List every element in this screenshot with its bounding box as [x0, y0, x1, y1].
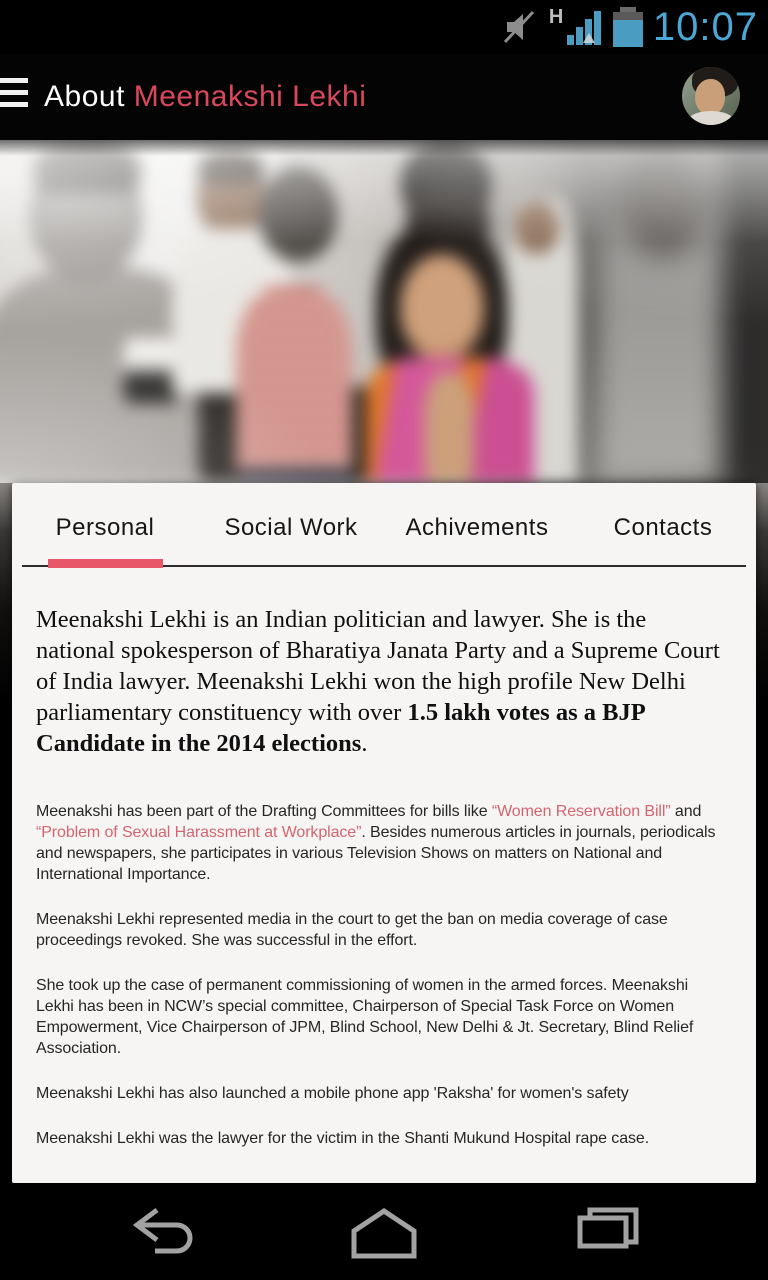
hero-tall-whiteshirt-head	[514, 200, 560, 254]
page-title	[44, 80, 366, 114]
about-content	[12, 604, 756, 1149]
intro-text: Meenakshi Lekhi is an Indian politician and lawyer. She is the national spokesperson of Bharatiya Janata Party and a Supreme Court of India lawyer. Meenakshi Lekhi won the high profile New Delhi parliamentary constituency with over	[36, 606, 720, 726]
mute-icon	[501, 8, 539, 46]
status-clock: 10:07	[652, 5, 758, 49]
paragraph-raksha-app: Meenakshi Lekhi has also launched a mobile phone app 'Raksha' for women's safety	[36, 1085, 629, 1102]
hero-whiteshirt-man-shirt	[172, 228, 290, 393]
paragraph-media-ban: Meenakshi Lekhi represented media in the court to get the ban on media coverage of case proceedings revoked. She was successful in the effort.	[36, 911, 668, 949]
battery-icon	[613, 7, 643, 47]
hero-camera	[198, 386, 373, 483]
hero-turban-man-head	[400, 140, 492, 228]
paragraph-armed-forces: She took up the case of permanent commissioning of women in the armed forces. Meenakshi Lekhi has been in NCW’s special committee, Chairperson of Special Task Force on Women Empowerment, Vice Chairperson of JPM, Blind School, New Delhi & Jt. Secretary, Blind Relief Association.	[36, 977, 694, 1057]
hero-photographer-body-stripes	[0, 268, 215, 483]
upload-arrow-icon	[583, 33, 595, 43]
app-bar	[0, 54, 768, 140]
hero-blurred-head	[618, 146, 710, 258]
hero-figures-layer	[0, 140, 768, 483]
back-icon	[127, 1204, 193, 1260]
hero-right-wall	[580, 140, 768, 483]
status-bar	[0, 0, 768, 54]
home-icon	[346, 1204, 422, 1260]
page-title-name: Meenakshi Lekhi	[133, 80, 367, 113]
hero-photographer-hair	[34, 140, 140, 192]
hero-woman-hands	[424, 372, 474, 483]
hero-turban-man-beard	[406, 192, 490, 262]
recents-icon	[574, 1204, 642, 1260]
hero-background-layer	[0, 140, 768, 483]
hero-photographer-body	[0, 268, 215, 483]
hero-photo	[0, 140, 768, 483]
hero-whiteshirt-man-hair	[198, 150, 264, 184]
content-card	[12, 483, 756, 1183]
p2-text-b: and	[670, 803, 702, 820]
hero-tall-whiteshirt-man	[505, 198, 577, 483]
back-button[interactable]	[100, 1183, 220, 1280]
hero-woman-sari	[366, 358, 534, 483]
hero-woman-face	[400, 254, 484, 362]
hero-pillar-2	[215, 140, 277, 300]
tab-bar	[12, 483, 756, 567]
recents-button[interactable]	[548, 1183, 668, 1280]
link-women-reservation-bill[interactable]: “Women Reservation Bill”	[491, 803, 671, 820]
android-nav-bar	[0, 1183, 768, 1280]
signal-icon	[549, 7, 603, 47]
p2-text-a: Meenakshi has been part of the Drafting Committees for bills like	[36, 803, 492, 820]
active-tab-underline	[48, 559, 163, 568]
hero-darkhair-man-head	[258, 166, 338, 262]
hero-turban-man-shirt	[382, 236, 490, 346]
hero-photographer-head	[30, 150, 142, 282]
tab-social-work[interactable]: Social Work	[224, 514, 358, 541]
link-sexual-harassment-workplace[interactable]: “Problem of Sexual Harassment at Workplace”	[36, 824, 362, 841]
hero-whiteshirt-man-head	[196, 158, 266, 236]
intro-paragraph	[36, 604, 730, 759]
tab-contacts[interactable]: Contacts	[613, 514, 713, 541]
avatar-shirt	[688, 111, 734, 125]
intro-bold-text: 1.5 lakh votes as a BJP Candidate in the 2014 elections	[36, 699, 645, 757]
tab-personal[interactable]: Personal	[55, 514, 155, 541]
paragraph-drafting-committees	[36, 801, 730, 885]
page-title-prefix: About	[44, 80, 134, 113]
hero-woman-hair	[376, 216, 508, 401]
tab-achivements[interactable]: Achivements	[405, 514, 549, 541]
hero-redstripe-man-shirt	[236, 288, 352, 473]
hero-camera-flash	[124, 338, 178, 404]
home-button[interactable]	[324, 1183, 444, 1280]
hero-redstripe-man-jeans	[240, 468, 350, 483]
p2-text-c: . Besides numerous articles in journals, periodicals and newspapers, she participates in various Television Shows on matters on National and International Importance.	[36, 824, 716, 883]
hero-pillar	[95, 140, 200, 375]
paragraph-hospital-case: Meenakshi Lekhi was the lawyer for the victim in the Shanti Mukund Hospital rape case.	[36, 1130, 650, 1147]
avatar[interactable]	[682, 67, 740, 125]
intro-period: .	[361, 730, 368, 757]
hero-far-right-dark	[722, 140, 768, 483]
avatar-face	[695, 79, 725, 115]
hamburger-menu-icon[interactable]	[0, 78, 28, 118]
hero-blurred-figure	[596, 164, 732, 483]
network-type-label: H	[548, 6, 564, 28]
